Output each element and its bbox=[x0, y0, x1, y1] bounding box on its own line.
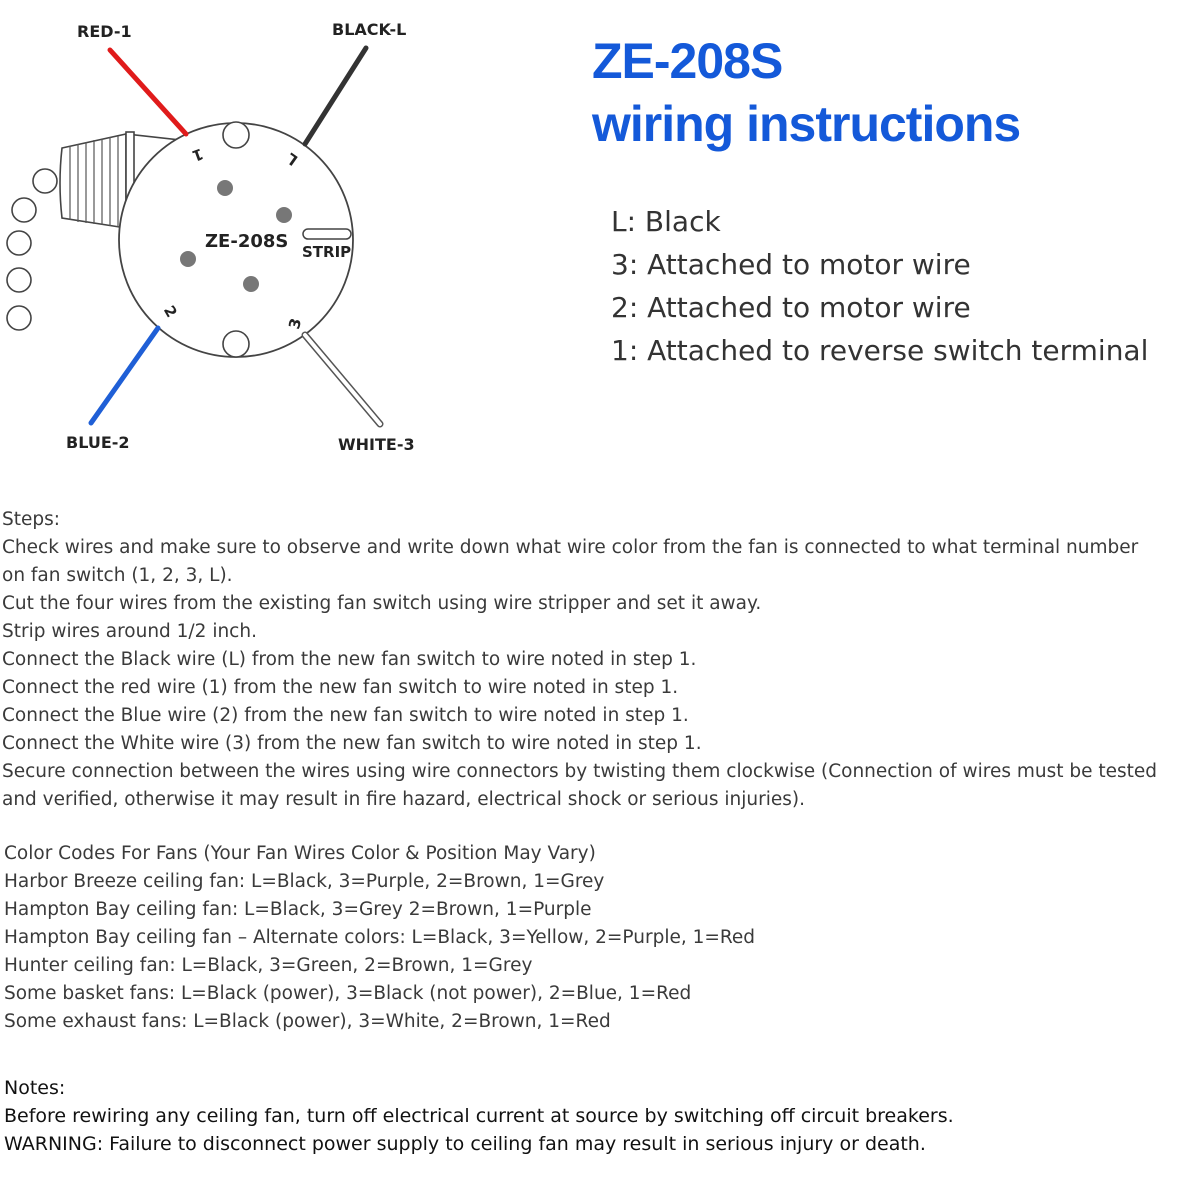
color-code-line: Harbor Breeze ceiling fan: L=Black, 3=Purple, 2=Brown, 1=Grey bbox=[4, 871, 605, 892]
step-line: Strip wires around 1/2 inch. bbox=[2, 621, 257, 642]
red-wire-label: RED-1 bbox=[77, 22, 132, 41]
color-codes-section bbox=[4, 840, 755, 1036]
color-code-line: Hunter ceiling fan: L=Black, 3=Green, 2=Brown, 1=Grey bbox=[4, 955, 533, 976]
mount-hole-bottom bbox=[223, 331, 249, 357]
red-wire bbox=[110, 50, 186, 134]
steps-section bbox=[2, 506, 1157, 814]
step-line: Check wires and make sure to observe and write down what wire color from the fan is connected to what terminal number bbox=[2, 537, 1139, 558]
note-line: Before rewiring any ceiling fan, turn off electrical current at source by switching off circuit breakers. bbox=[4, 1105, 954, 1127]
terminal-3-label: 3 bbox=[285, 316, 306, 332]
black-wire bbox=[305, 48, 366, 144]
terminal-1-label: 1 bbox=[189, 144, 206, 165]
strip-label: STRIP bbox=[302, 243, 352, 261]
step-line: on fan switch (1, 2, 3, L). bbox=[2, 565, 233, 586]
step-line: Cut the four wires from the existing fan switch using wire stripper and set it away. bbox=[2, 593, 762, 614]
color-codes-heading: Color Codes For Fans (Your Fan Wires Color & Position May Vary) bbox=[4, 843, 596, 864]
switch-model-label: ZE-208S bbox=[205, 231, 289, 252]
terminal-2-label: 2 bbox=[159, 302, 181, 321]
color-code-line: Some basket fans: L=Black (power), 3=Black (not power), 2=Blue, 1=Red bbox=[4, 983, 692, 1004]
pull-chain bbox=[7, 169, 57, 330]
strip-gauge bbox=[303, 229, 351, 239]
white-wire-label: WHITE-3 bbox=[338, 435, 415, 454]
black-wire-label: BLACK-L bbox=[332, 20, 407, 39]
step-line: Connect the Black wire (L) from the new fan switch to wire noted in step 1. bbox=[2, 649, 697, 670]
color-code-line: Hampton Bay ceiling fan – Alternate colors: L=Black, 3=Yellow, 2=Purple, 1=Red bbox=[4, 927, 756, 948]
legend-item: 1: Attached to reverse switch terminal bbox=[611, 334, 1149, 367]
mount-hole-top bbox=[223, 122, 249, 148]
step-line: Connect the Blue wire (2) from the new fan switch to wire noted in step 1. bbox=[2, 705, 689, 726]
color-code-line: Hampton Bay ceiling fan: L=Black, 3=Grey 2=Brown, 1=Purple bbox=[4, 899, 592, 920]
legend-item: L: Black bbox=[611, 205, 721, 238]
instructions-title: wiring instructions bbox=[592, 96, 1021, 152]
step-line: and verified, otherwise it may result in fire hazard, electrical shock or serious injuries). bbox=[2, 789, 805, 810]
color-code-line: Some exhaust fans: L=Black (power), 3=White, 2=Brown, 1=Red bbox=[4, 1011, 611, 1032]
legend-item: 2: Attached to motor wire bbox=[611, 291, 971, 324]
blue-wire bbox=[91, 328, 158, 423]
legend-item: 3: Attached to motor wire bbox=[611, 248, 971, 281]
step-line: Connect the White wire (3) from the new fan switch to wire noted in step 1. bbox=[2, 733, 702, 754]
notes-section bbox=[4, 1074, 954, 1158]
terminal-legend bbox=[611, 200, 1148, 372]
warning-line: WARNING: Failure to disconnect power supply to ceiling fan may result in serious injury or death. bbox=[4, 1133, 926, 1155]
step-line: Connect the red wire (1) from the new fan switch to wire noted in step 1. bbox=[2, 677, 679, 698]
terminal-l-label: L bbox=[283, 148, 302, 170]
blue-wire-label: BLUE-2 bbox=[66, 433, 130, 452]
step-line: Secure connection between the wires using wire connectors by twisting them clockwise (Connection of wires must be tested bbox=[2, 761, 1158, 782]
steps-heading: Steps: bbox=[2, 509, 60, 530]
model-title: ZE-208S bbox=[592, 33, 783, 89]
white-wire bbox=[305, 335, 380, 424]
notes-heading: Notes: bbox=[4, 1077, 66, 1099]
